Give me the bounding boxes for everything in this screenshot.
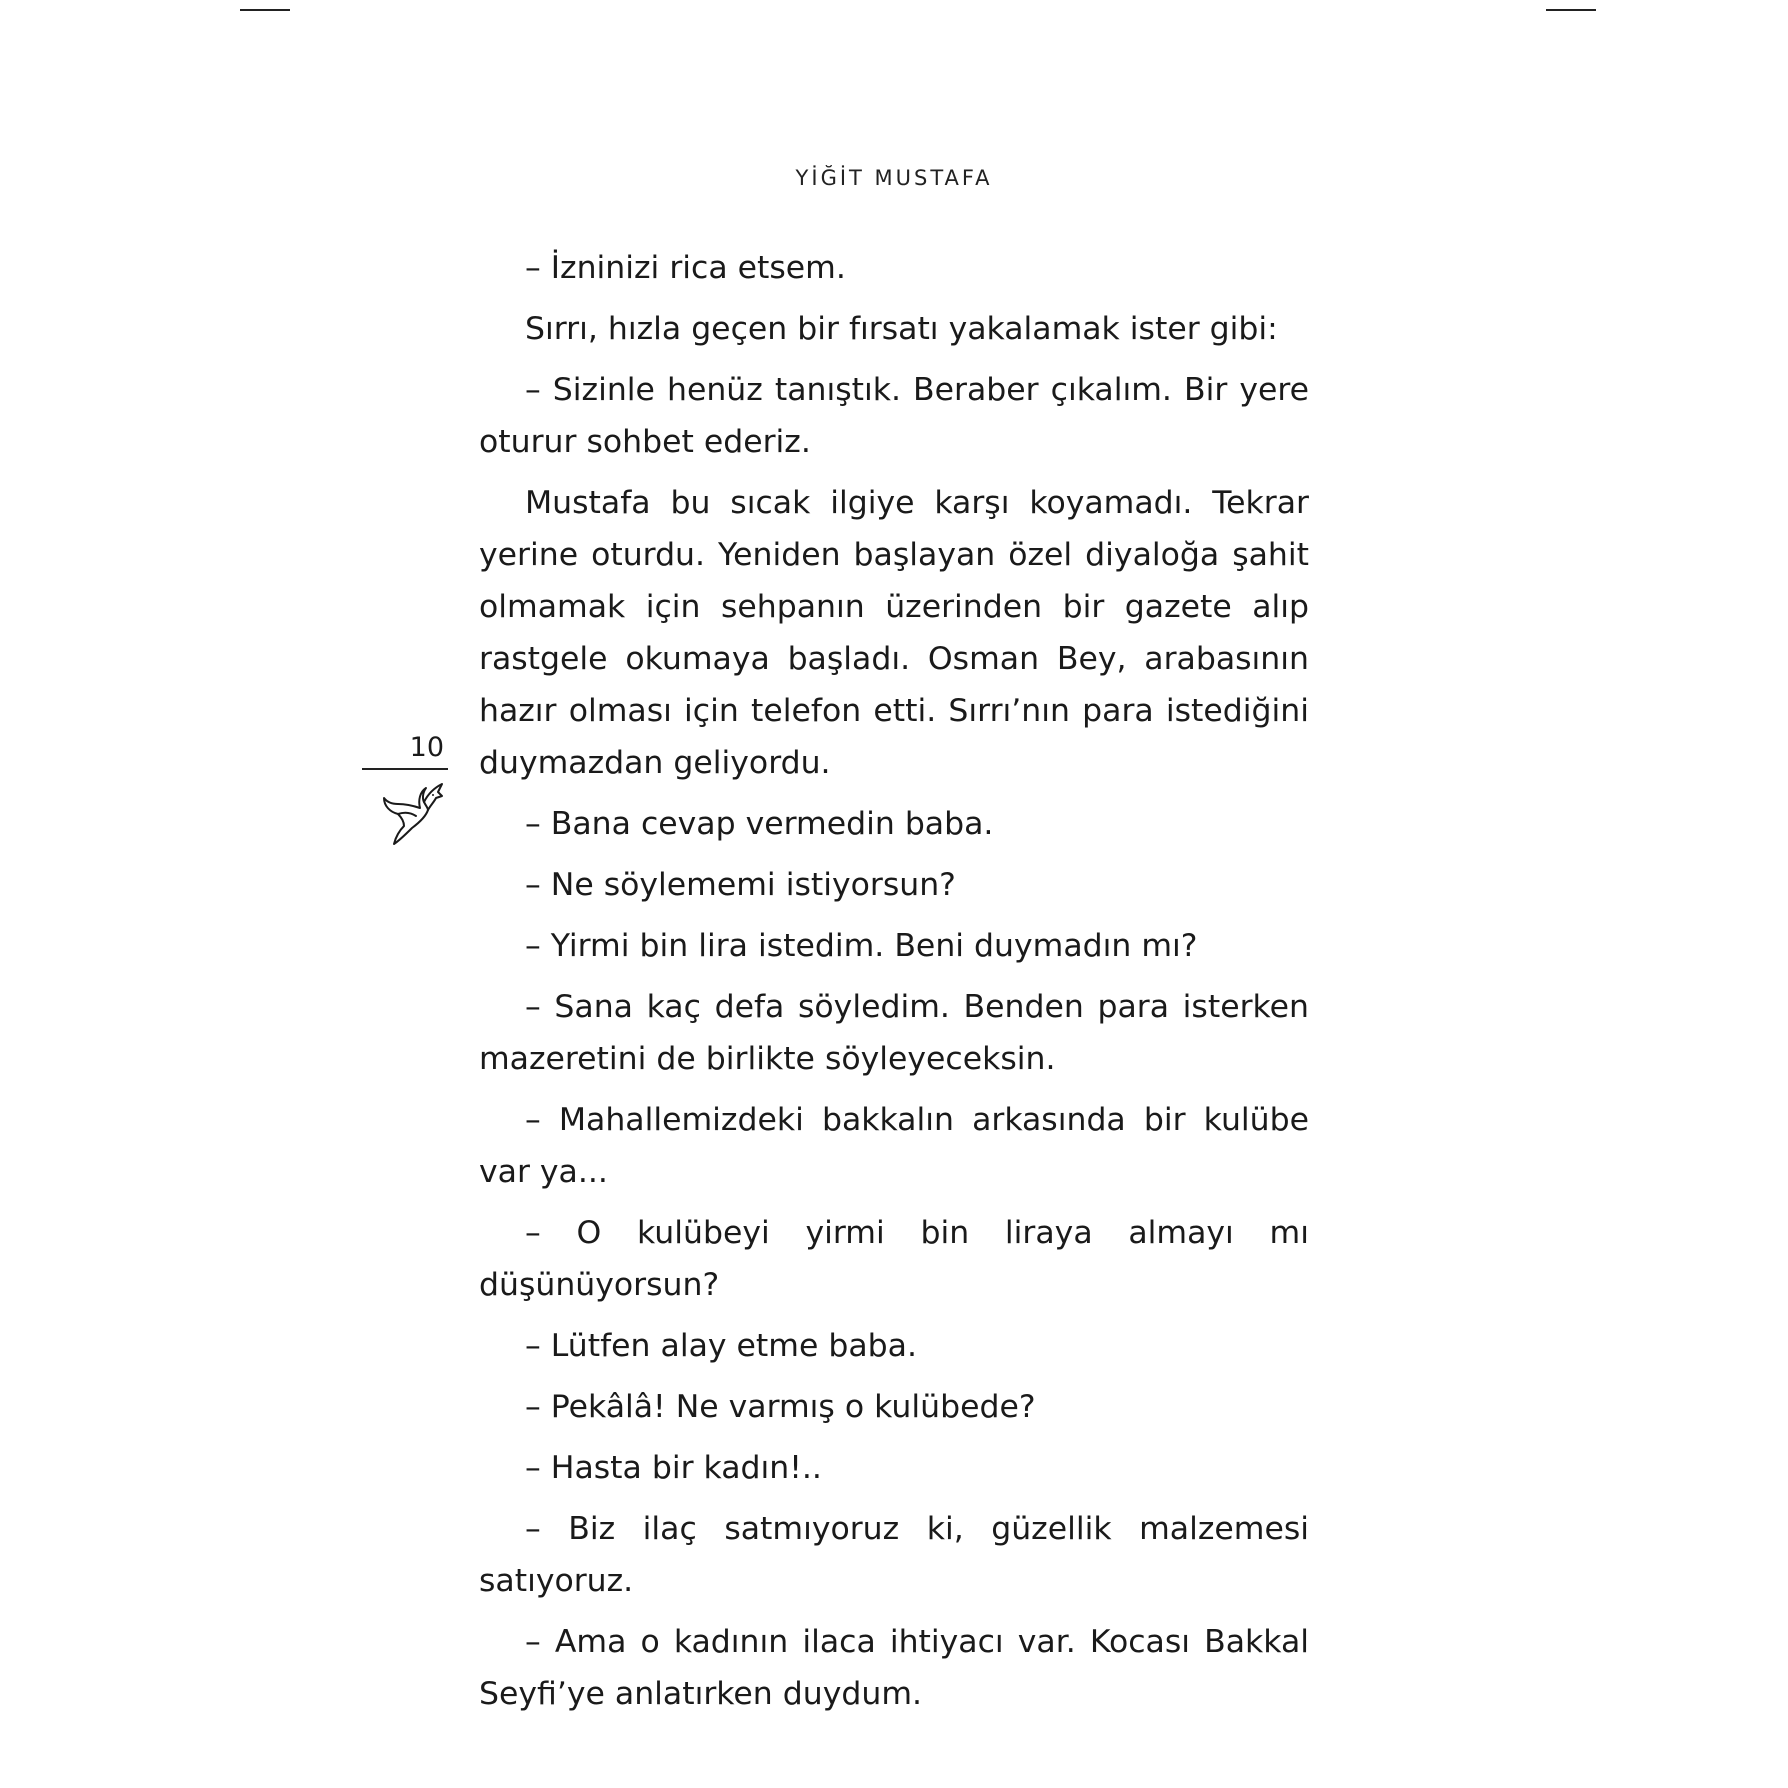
folio-rule bbox=[362, 768, 448, 770]
page-number: 10 bbox=[409, 732, 444, 763]
paragraph: Mustafa bu sıcak ilgiye karşı koyamadı. Tekrar yerine oturdu. Yeniden başlayan özel diyaloğa şahit olmamak için sehpanın üzerinden bir gazete alıp rastgele okumaya başladı. Osman Bey, arabasının hazır olması için telefon etti. Sırrı’nın para istediğini duymazdan geliyordu. bbox=[479, 485, 1309, 781]
paragraph: – Bana cevap vermedin baba. bbox=[525, 806, 994, 842]
paragraph: – Mahallemizdeki bakkalın arkasında bir kulübe var ya... bbox=[479, 1102, 1309, 1190]
paragraph: – Lütfen alay etme baba. bbox=[525, 1328, 917, 1364]
body-text bbox=[479, 242, 1309, 1729]
paragraph: – Ama o kadının ilaca ihtiyacı var. Kocası Bakkal Seyfi’ye anlatırken duydum. bbox=[479, 1624, 1309, 1712]
dove-icon bbox=[382, 782, 444, 848]
paragraph: Sırrı, hızla geçen bir fırsatı yakalamak ister gibi: bbox=[525, 311, 1278, 347]
paragraph: – Pekâlâ! Ne varmış o kulübede? bbox=[525, 1389, 1036, 1425]
crop-mark-left bbox=[240, 9, 290, 11]
paragraph: – Hasta bir kadın!.. bbox=[525, 1450, 822, 1486]
paragraph: – Ne söylememi istiyorsun? bbox=[525, 867, 956, 903]
running-head: YİĞİT MUSTAFA bbox=[795, 166, 993, 190]
paragraph: – Sana kaç defa söyledim. Benden para isterken mazeretini de birlikte söyleyeceksin. bbox=[479, 989, 1309, 1077]
paragraph: – Sizinle henüz tanıştık. Beraber çıkalım. Bir yere oturur sohbet ederiz. bbox=[479, 372, 1309, 460]
folio bbox=[362, 732, 448, 770]
paragraph: – Biz ilaç satmıyoruz ki, güzellik malzemesi satıyoruz. bbox=[479, 1511, 1309, 1599]
paragraph: – İzninizi rica etsem. bbox=[525, 250, 846, 286]
paragraph: – Yirmi bin lira istedim. Beni duymadın mı? bbox=[525, 928, 1198, 964]
crop-mark-right bbox=[1546, 9, 1596, 11]
paragraph: – O kulübeyi yirmi bin liraya almayı mı düşünüyorsun? bbox=[479, 1215, 1309, 1303]
